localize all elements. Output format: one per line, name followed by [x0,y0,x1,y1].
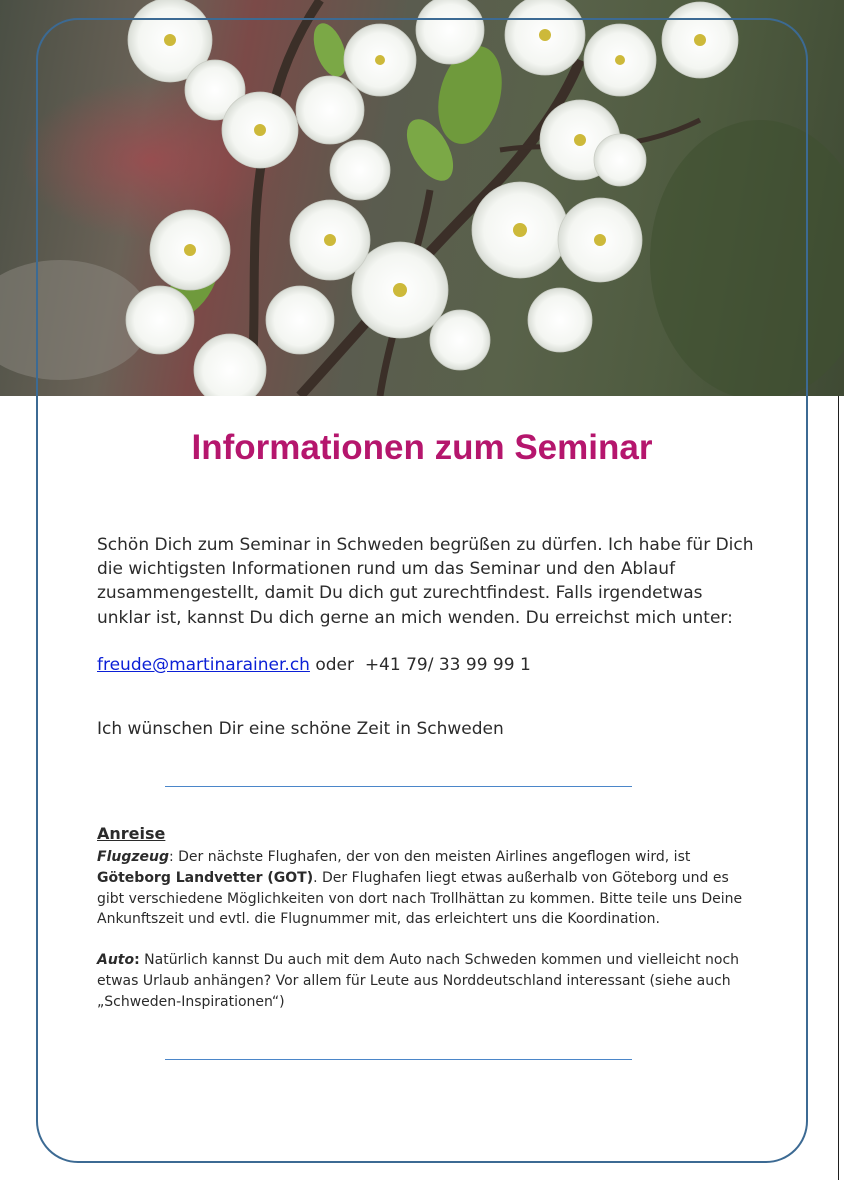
airport-name: Göteborg Landvetter (GOT) [97,869,314,886]
flugzeug-text-before: : Der nächste Flughafen, der von den meisten Airlines angeflogen wird, ist [168,849,691,865]
contact-separator: oder [309,655,365,675]
auto-text: Natürlich kannst Du auch mit dem Auto nach Schweden kommen und vielleicht noch etwas Urlaub anhängen? Vor allem für Leute aus Norddeutschland interessant (siehe auch „Schweden-Inspirationen“) [97,952,740,1010]
wish-text: Ich wünschen Dir eine schöne Zeit in Schweden [97,719,504,739]
flugzeug-text-after: . Der Flughafen liegt etwas außerhalb von Göteborg und es gibt verschiedene Möglichkeiten von dort nach Trollhättan zu kommen. Bitte teile uns Deine Ankunftszeit und evtl. die Flugnummer mit, das erleichtert uns die Koordination. [97,869,743,928]
email-link[interactable]: freude@martinarainer.ch [97,655,310,675]
phone-number: +41 79/ 33 99 99 1 [364,655,531,675]
page-title: Informationen zum Seminar [191,428,653,467]
section-divider [165,1059,632,1060]
flugzeug-paragraph [97,847,757,930]
anreise-heading: Anreise [97,824,166,843]
blossom-header-image [0,0,844,396]
contact-line [97,653,757,677]
auto-colon: : [134,952,140,968]
auto-label: Auto [97,952,135,968]
auto-paragraph [97,950,757,1012]
blossom-illustration [0,0,844,396]
page-edge-line [838,396,839,1180]
intro-paragraph: Schön Dich zum Seminar in Schweden begrüßen zu dürfen. Ich habe für Dich die wichtigsten Informationen rund um das Seminar und den Ablauf zusammengestellt, damit Du dich gut zurechtfindest. Falls irgendetwas unklar ist, kannst Du dich gerne an mich wenden. Du erreichst mich unter: [97,535,754,628]
flugzeug-label: Flugzeug [97,849,169,865]
section-divider [165,786,632,787]
